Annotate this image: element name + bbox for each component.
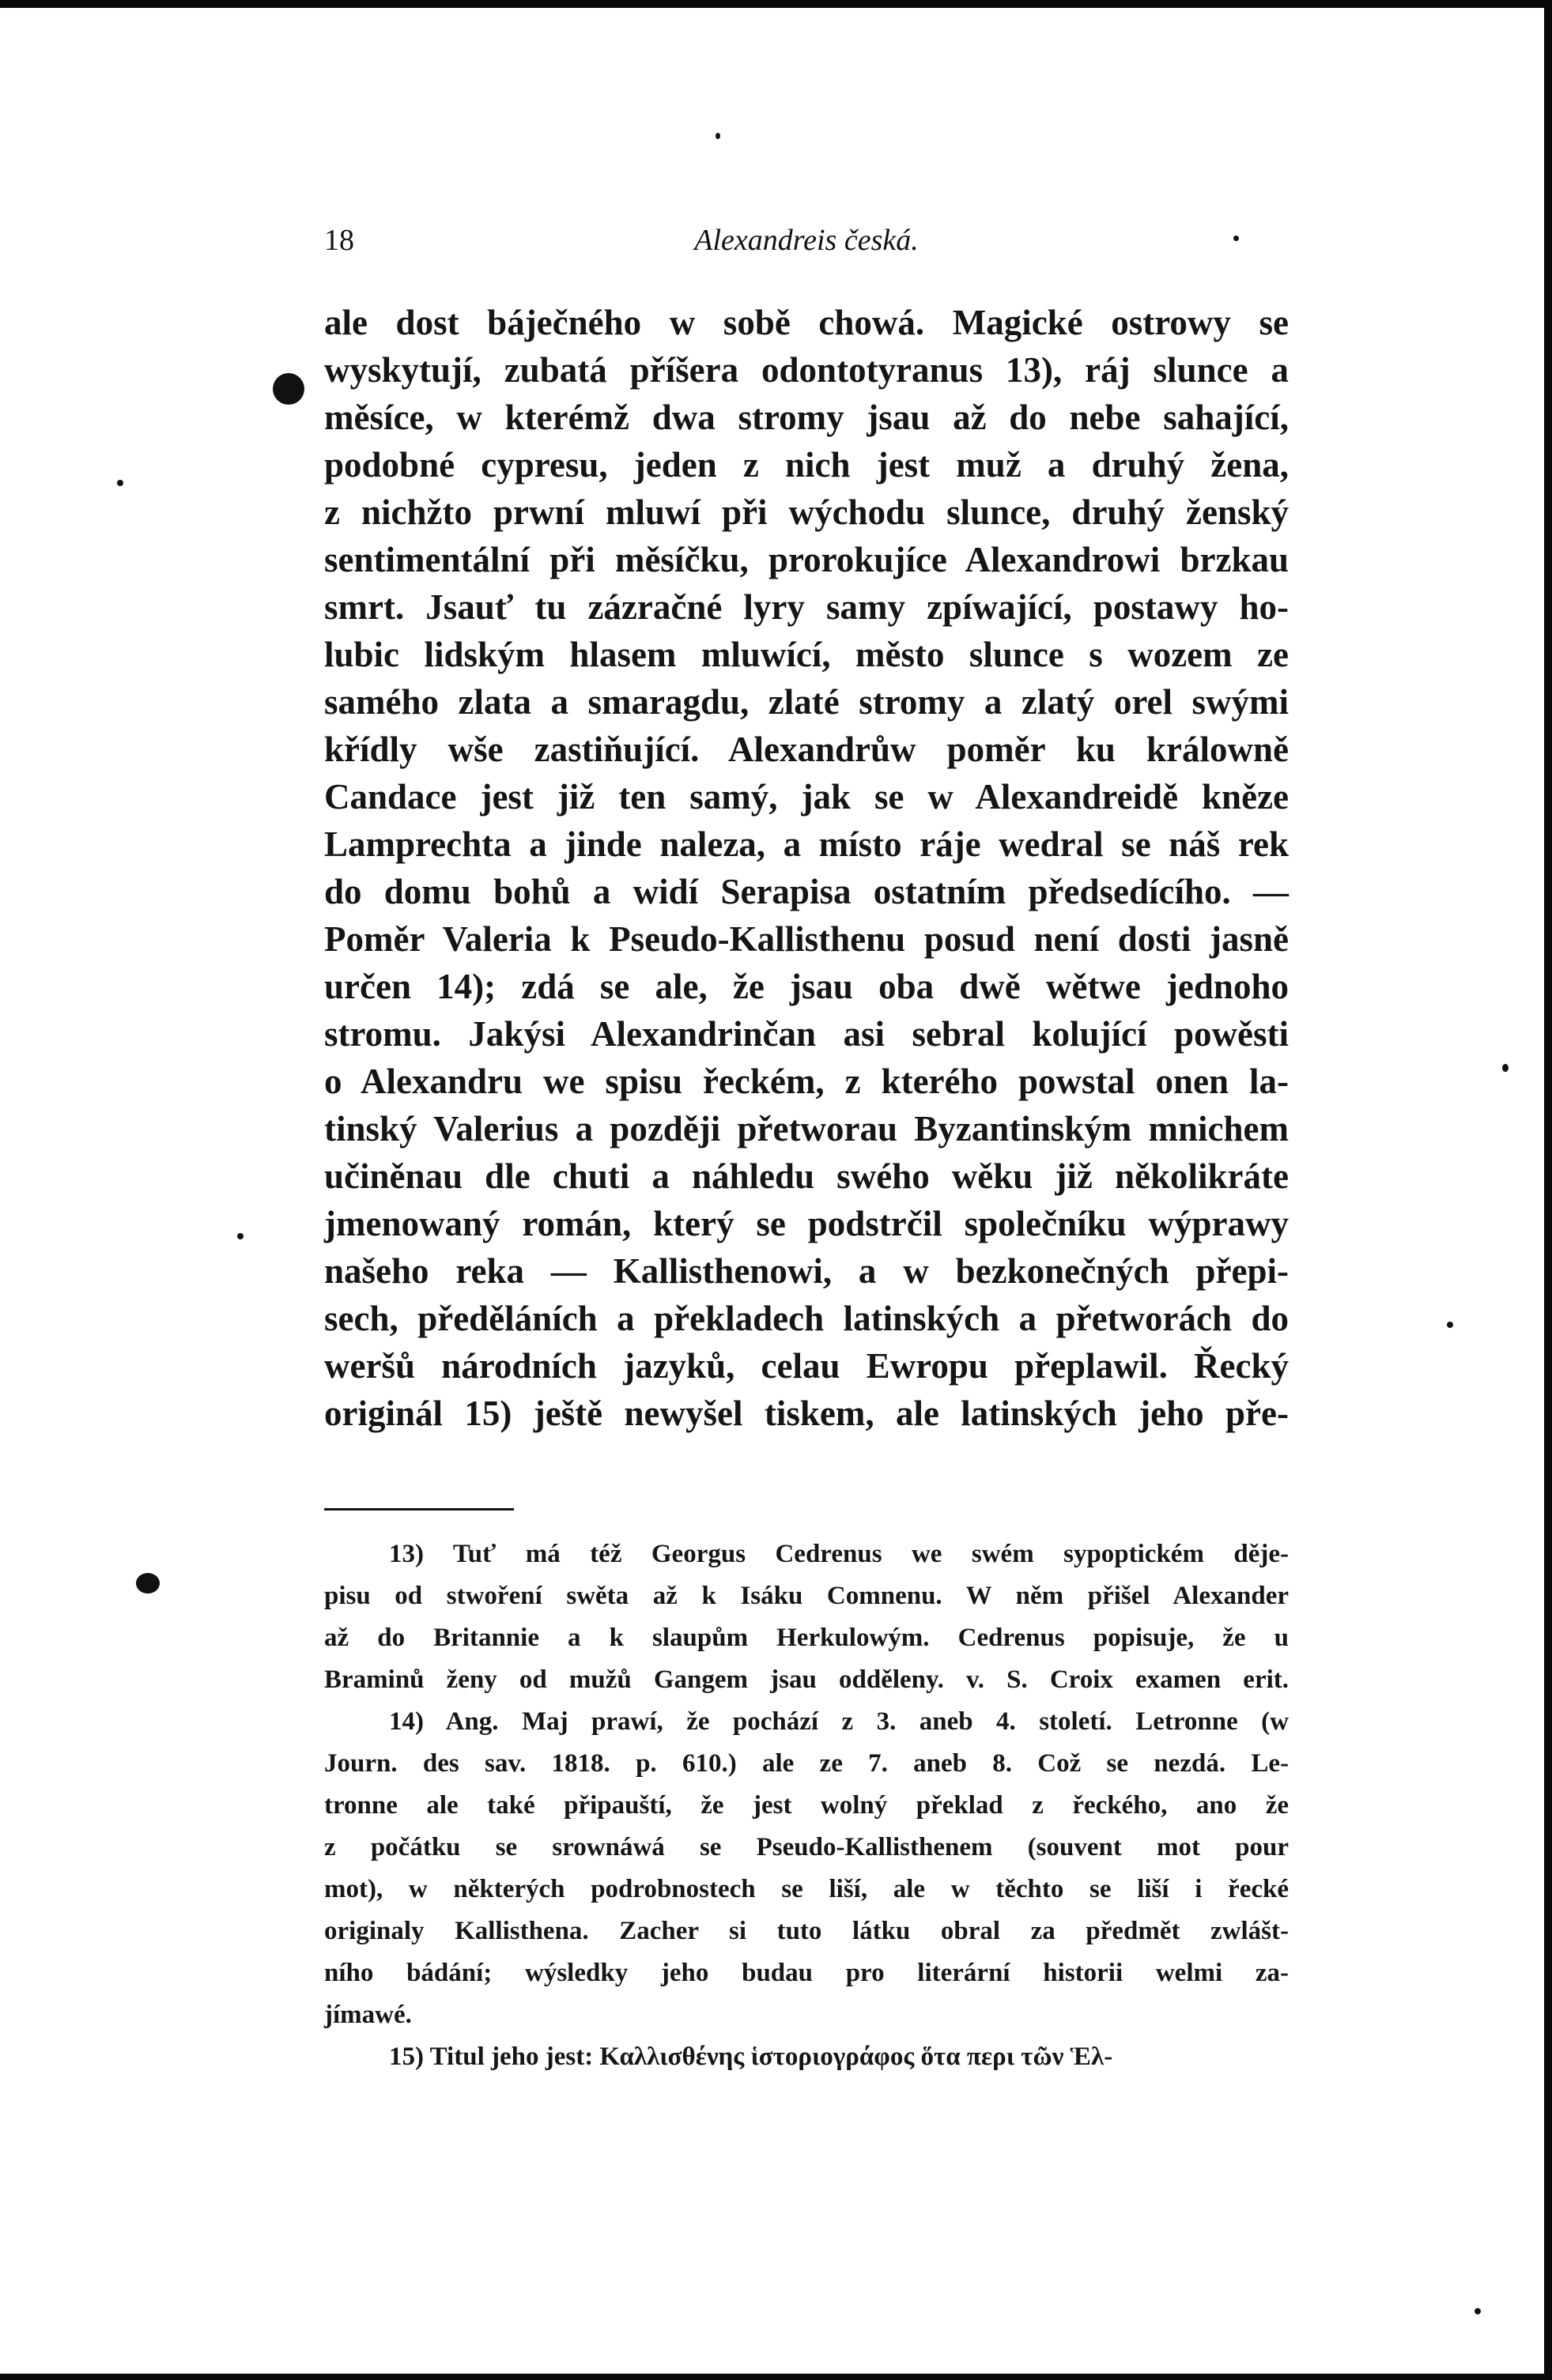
scan-speck [1475,2308,1481,2314]
text-line: ale dost báječného w sobě chowá. Magické ostrowy se [324,303,1289,342]
scan-speck [1447,1322,1453,1328]
text-line: našeho reka — Kallisthenowi, a w bezkonečných přepi- [324,1251,1289,1291]
text-line: Candace jest již ten samý, jak se w Alexandreidě kněze [324,777,1289,817]
text-line: tinský Valerius a později přetworau Byzantinským mnichem [324,1109,1289,1149]
text-line: Poměr Valeria k Pseudo-Kallisthenu posud není dosti jasně [324,919,1289,959]
text-line: sech, předěláních a překladech latinských a přetworách do [324,1299,1289,1338]
text-line: Lamprechta a jinde naleza, a místo ráje wedral se náš rek [324,824,1289,864]
footnote-line: 15) Titul jeho jest: Καλλισθένης ἱστοριογράφος ὅτα περι τῶν Ἑλ- [389,2042,1113,2071]
scan-speck [1502,1064,1509,1072]
footnote-line: 13) Tuť má též Georgus Cedrenus we swém sypoptickém děje- [389,1540,1289,1568]
scan-speck [716,133,720,139]
page-number: 18 [324,224,354,257]
footnote-line: ního bádání; wýsledky jeho budau pro literární historii welmi za- [324,1959,1289,1987]
text-line: křídly wše zastiňující. Alexandrůw poměr ku králowně [324,730,1289,769]
text-line: wyskytují, zubatá příšera odontotyranus 13), ráj slunce a [324,350,1289,390]
footnote-line: mot), w některých podrobnostech se liší, ale w těchto se liší i řecké [324,1875,1289,1903]
footnote-divider [324,1508,514,1511]
footnote-line: Journ. des sav. 1818. p. 610.) ale ze 7. aneb 8. Což se nezdá. Le- [324,1749,1289,1778]
text-line: o Alexandru we spisu řeckém, z kterého powstal onen la- [324,1062,1289,1101]
footnote-line: 14) Ang. Maj prawí, že pochází z 3. aneb 4. století. Letronne (w [389,1707,1289,1736]
footnote-line: tronne ale také připauští, že jest wolný překlad z řeckého, ano že [324,1791,1289,1820]
footnote-line: z počátku se srownáwá se Pseudo-Kallisthenem (souvent mot pour [324,1833,1289,1861]
scan-speck [273,373,304,405]
text-line: měsíce, w kterémž dwa stromy jsau až do nebe sahající, [324,398,1289,437]
text-line: do domu bohů a widí Serapisa ostatním předsedícího. — [324,872,1289,911]
scan-speck [117,480,123,486]
footnote-line: pisu od stwoření swěta až k Isáku Comnenu. W něm přišel Alexander [324,1582,1289,1610]
text-line: z nichžto prwní mluwí při wýchodu slunce, druhý ženský [324,492,1289,532]
text-line: stromu. Jakýsi Alexandrinčan asi sebral kolující powěsti [324,1014,1289,1054]
text-line: podobné cypresu, jeden z nich jest muž a druhý žena, [324,445,1289,485]
text-line: sentimentální při měsíčku, prorokujíce Alexandrowi brzkau [324,540,1289,579]
footnote-line: jímawé. [324,2001,412,2029]
text-line: originál 15) ještě newyšel tiskem, ale latinských jeho pře- [324,1394,1289,1433]
text-line: učiněnau dle chuti a náhledu swého wěku již několikráte [324,1156,1289,1196]
footnotes [324,1533,1289,2078]
footnote-line: originaly Kallisthena. Zacher si tuto látku obral za předmět zwlášt- [324,1917,1289,1945]
text-line: jmenowaný román, který se podstrčil společníku wýprawy [324,1204,1289,1243]
page-header [324,223,1289,262]
text-line: weršů národních jazyků, celau Ewropu přeplawil. Řecký [324,1346,1289,1386]
main-text [324,299,1289,1437]
scan-speck [136,1573,160,1594]
running-title: Alexandreis česká. [694,224,919,257]
footnote-line: až do Britannie a k slaupům Herkulowým. Cedrenus popisuje, že u [324,1624,1289,1652]
text-line: smrt. Jsauť tu zázračné lyry samy zpíwající, postawy ho- [324,587,1289,627]
text-line: lubic lidským hlasem mluwící, město slunce s wozem ze [324,635,1289,674]
scan-speck [237,1233,244,1239]
footnote-line: Braminů ženy od mužů Gangem jsau odděleny. v. S. Croix examen erit. [324,1665,1289,1694]
text-line: určen 14); zdá se ale, že jsau oba dwě wětwe jednoho [324,967,1289,1006]
text-line: samého zlata a smaragdu, zlaté stromy a zlatý orel swými [324,682,1289,722]
